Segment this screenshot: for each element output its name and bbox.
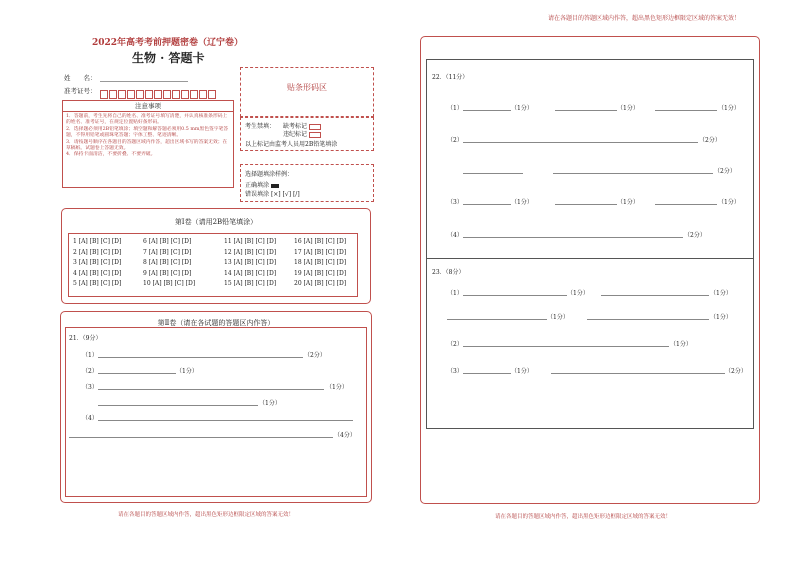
fill-example-box	[240, 164, 374, 202]
q21-part3-label: （3）	[82, 384, 98, 391]
mc-question[interactable]: 19 [A] [B] [C] [D]	[294, 269, 347, 277]
notice-item: 3．请按题号顺序在各题目的答题区域内作答，超出区域书写的答案无效；在草稿纸、试题卷上答题无效。	[66, 139, 228, 152]
mc-question[interactable]: 7 [A] [B] [C] [D]	[143, 248, 192, 256]
section1-title: 第Ⅰ卷（请用2B铅笔填涂）	[174, 218, 258, 226]
mc-grid	[68, 233, 358, 297]
q22-part3-line-a[interactable]	[463, 204, 511, 205]
id-digit-box[interactable]	[145, 90, 153, 99]
q23-part1-score-b: （1分）	[710, 290, 732, 297]
mc-question[interactable]: 16 [A] [B] [C] [D]	[294, 238, 347, 245]
q21-part2-label: （2）	[82, 368, 98, 375]
q21-part3-score-a: （1分）	[326, 384, 348, 391]
mc-question[interactable]: 4 [A] [B] [C] [D]	[73, 269, 122, 277]
q22-part1-score-a: （1分）	[511, 105, 533, 112]
q21-part4-label: （4）	[82, 415, 98, 422]
q22-part3-line-b[interactable]	[555, 204, 617, 205]
mc-question[interactable]: 13 [A] [B] [C] [D]	[224, 259, 277, 266]
name-label: 姓 名：	[64, 74, 97, 82]
mc-column	[294, 237, 346, 290]
q21-label: 21．（9分）	[69, 335, 102, 342]
left-bottom-warning: 请在各题目的答题区域内作答，超出黑色矩形边框限定区域的答案无效！	[118, 512, 295, 518]
q22-part1-line-c[interactable]	[655, 110, 717, 111]
mc-question[interactable]: 17 [A] [B] [C] [D]	[294, 248, 347, 256]
absent-label: 缺考标记	[283, 123, 308, 130]
q21-part3-line-b[interactable]	[98, 405, 258, 406]
mc-question[interactable]: 6 [A] [B] [C] [D]	[143, 238, 192, 245]
violation-mark[interactable]	[309, 132, 321, 138]
mc-column	[143, 237, 195, 290]
prohibited-label: 考生禁填：	[245, 123, 276, 130]
mc-question[interactable]: 9 [A] [B] [C] [D]	[143, 269, 192, 277]
id-digit-box[interactable]	[109, 90, 117, 99]
id-digit-box[interactable]	[190, 90, 198, 99]
notice-item: 1．答题前，考生先将自己的姓名、准考证号填写清楚，并认真核准条形码上的姓名、准考证号，在规定位置贴好条形码。	[66, 114, 228, 126]
wrong-marks: [×] [√] [/]	[270, 191, 300, 198]
notice-box	[62, 100, 234, 188]
q23-part3-line-b[interactable]	[551, 373, 725, 374]
exam-title: 2022年高考考前押题密卷（辽宁卷）	[92, 38, 244, 48]
mc-question[interactable]: 10 [A] [B] [C] [D]	[143, 280, 196, 287]
id-digit-box[interactable]	[199, 90, 207, 99]
right-bottom-warning: 请在各题目的答题区域内作答，超出黑色矩形边框限定区域的答案无效！	[495, 514, 672, 520]
name-field[interactable]	[100, 74, 188, 82]
q22-part1-line-b[interactable]	[555, 110, 617, 111]
q22-part2-line-b[interactable]	[463, 173, 523, 174]
id-digit-box[interactable]	[154, 90, 162, 99]
section1-box	[61, 208, 371, 304]
id-digit-box[interactable]	[208, 90, 216, 99]
section2-title: 第Ⅱ卷（请在各试题的答题区内作答）	[157, 319, 275, 327]
notice-items	[63, 112, 233, 161]
q22-part4-score: （2分）	[684, 232, 706, 239]
top-warning: 请在各题目的答题区域内作答，超出黑色矩形边框限定区域的答案无效！	[548, 15, 741, 22]
q22-part2-label: （2）	[447, 137, 463, 144]
q23-label: 23．（8分）	[432, 269, 465, 276]
section2-box	[60, 311, 372, 503]
mc-question[interactable]: 3 [A] [B] [C] [D]	[73, 259, 122, 266]
mc-question[interactable]: 12 [A] [B] [C] [D]	[224, 248, 277, 256]
q21-part3-line-a[interactable]	[98, 389, 324, 390]
id-label: 准考证号：	[64, 87, 97, 95]
q23-part1-score-a: （1分）	[567, 290, 589, 297]
mc-question[interactable]: 8 [A] [B] [C] [D]	[143, 259, 192, 266]
mc-question[interactable]: 18 [A] [B] [C] [D]	[294, 259, 347, 266]
q22-part1-label: （1）	[447, 105, 463, 112]
q22-part3-label: （3）	[447, 199, 463, 206]
mc-column	[73, 237, 121, 290]
q23-part1-score-c: （1分）	[547, 314, 569, 321]
q22-answer-area	[426, 59, 754, 259]
q23-answer-area	[426, 259, 754, 429]
barcode-area	[240, 67, 374, 117]
q22-part1-score-b: （1分）	[617, 105, 639, 112]
q22-part3-line-c[interactable]	[655, 204, 717, 205]
fill-example-title: 选择题填涂样例：	[245, 171, 294, 178]
q23-part1-line-d[interactable]	[587, 319, 709, 320]
q23-part1-score-d: （1分）	[710, 314, 732, 321]
candidate-box	[240, 117, 374, 151]
id-digit-box[interactable]	[136, 90, 144, 99]
q21-part1-label: （1）	[82, 352, 98, 359]
q21-part1-line[interactable]	[98, 357, 303, 358]
id-digit-box[interactable]	[100, 90, 108, 99]
q21-part4-score: （4分）	[334, 432, 356, 439]
q23-part2-label: （2）	[447, 341, 463, 348]
q22-part2-line-a[interactable]	[463, 142, 698, 143]
mc-question[interactable]: 15 [A] [B] [C] [D]	[224, 280, 277, 287]
q23-part3-line-a[interactable]	[463, 373, 511, 374]
q22-part2-score-a: （2分）	[699, 137, 721, 144]
q22-label: 22．（11分）	[432, 74, 469, 81]
id-digit-box[interactable]	[181, 90, 189, 99]
mc-question[interactable]: 5 [A] [B] [C] [D]	[73, 280, 122, 287]
q23-part3-score-b: （2分）	[725, 368, 747, 375]
right-page-box	[420, 36, 760, 504]
q21-part2-line[interactable]	[98, 373, 176, 374]
barcode-label: 贴条形码区	[287, 83, 327, 92]
mc-column	[224, 237, 276, 290]
q22-part3-score-b: （1分）	[617, 199, 639, 206]
notice-title: 注意事项	[63, 101, 233, 112]
id-digit-box[interactable]	[172, 90, 180, 99]
wrong-label: 错误填涂	[245, 191, 270, 198]
mc-question[interactable]: 14 [A] [B] [C] [D]	[224, 269, 277, 277]
q21-part4-line-b[interactable]	[69, 437, 333, 438]
q23-part1-line-c[interactable]	[447, 319, 547, 320]
q23-part2-score: （1分）	[670, 341, 692, 348]
q22-part1-line-a[interactable]	[463, 110, 511, 111]
q23-part1-label: （1）	[447, 290, 463, 297]
q23-part3-score-a: （1分）	[511, 368, 533, 375]
q21-answer-area	[65, 327, 367, 497]
q22-part3-score-a: （1分）	[511, 199, 533, 206]
correct-label: 正确填涂	[245, 182, 270, 189]
mc-question[interactable]: 2 [A] [B] [C] [D]	[73, 248, 122, 256]
q23-part1-line-b[interactable]	[601, 295, 709, 296]
id-digit-box[interactable]	[127, 90, 135, 99]
q22-part4-label: （4）	[447, 232, 463, 239]
q21-part1-score: （2分）	[304, 352, 326, 359]
subject-title: 生物 · 答题卡	[132, 51, 205, 65]
notice-item: 4．保持卡面清洁，不要折叠、不要弄破。	[66, 152, 156, 158]
q21-part2-score: （1分）	[176, 368, 198, 375]
q23-part3-label: （3）	[447, 368, 463, 375]
id-digit-box[interactable]	[118, 90, 126, 99]
q22-part2-line-c[interactable]	[553, 173, 713, 174]
q22-part3-score-c: （1分）	[718, 199, 740, 206]
filled-mark	[271, 184, 279, 188]
q21-part3-score-b: （1分）	[259, 400, 281, 407]
q21-part4-line-a[interactable]	[98, 420, 353, 421]
notice-item: 2．选择题必须用2B铅笔填涂；填空题和解答题必须用0.5 mm黑色签字笔答题，不得用铅笔或圆珠笔答题；字体工整、笔迹清晰。	[66, 126, 229, 139]
id-digit-box[interactable]	[163, 90, 171, 99]
mc-question[interactable]: 20 [A] [B] [C] [D]	[294, 280, 347, 287]
q23-part2-line[interactable]	[463, 346, 669, 347]
q22-part4-line[interactable]	[463, 237, 683, 238]
q23-part1-line-a[interactable]	[463, 295, 567, 296]
q22-part1-score-c: （1分）	[718, 105, 740, 112]
mc-question[interactable]: 1 [A] [B] [C] [D]	[73, 238, 122, 245]
q22-part2-score-b: （2分）	[714, 168, 736, 175]
proctor-note: 以上标记由监考人员用2B铅笔填涂	[245, 141, 338, 148]
mc-question[interactable]: 11 [A] [B] [C] [D]	[224, 238, 277, 245]
violation-label: 违纪标记	[283, 131, 308, 138]
